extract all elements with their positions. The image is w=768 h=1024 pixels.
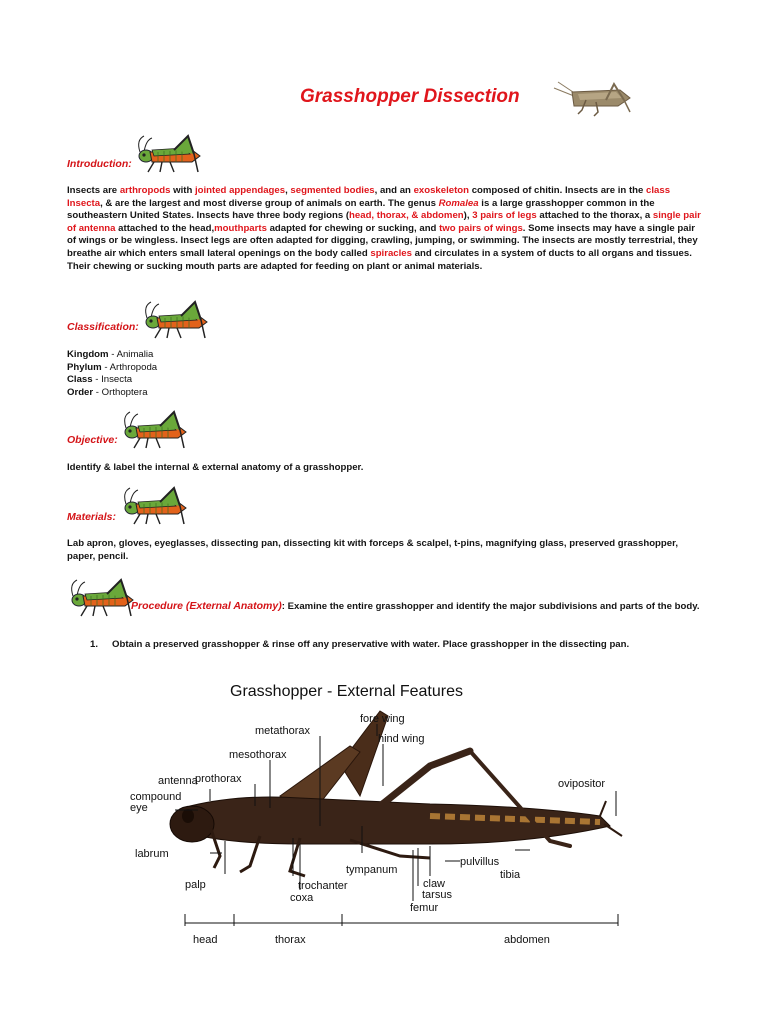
label-head: head	[193, 934, 218, 946]
procedure-text: : Examine the entire grasshopper and identify the major subdivisions and parts of the body.	[281, 601, 700, 612]
label-tibia: tibia	[500, 869, 521, 881]
intro-segment: Insects are	[67, 185, 120, 196]
intro-segment: single pair of antenna	[67, 210, 701, 234]
label-hind-wing: hind wing	[378, 733, 425, 745]
label-prothorax: prothorax	[195, 773, 242, 785]
intro-segment: adapted for chewing or sucking, and	[266, 222, 440, 234]
label-fore-wing: fore wing	[360, 713, 405, 725]
intro-segment: 3 pairs of legs	[472, 210, 537, 222]
grasshopper-icon	[141, 300, 209, 340]
page-title: Grasshopper Dissection	[300, 86, 520, 107]
grasshopper-icon	[134, 134, 202, 174]
label-ovipositor: ovipositor	[558, 778, 606, 790]
label-antenna: antenna	[158, 775, 198, 787]
intro-segment: mouthparts	[214, 222, 267, 234]
procedure-step-text: Obtain a preserved grasshopper & rinse off any preservative with water. Place grasshopper in the dissecting pan.	[112, 639, 630, 650]
external-features-diagram	[130, 676, 630, 956]
objective-text: Identify & label the internal & external anatomy of a grasshopper.	[67, 462, 364, 473]
label-compound-eye: compound	[130, 791, 182, 803]
intro-segment: two pairs of wings	[439, 222, 523, 234]
intro-segment: ,	[285, 185, 291, 196]
label-tarsus: tarsus	[422, 889, 452, 901]
classification-label: Classification:	[67, 321, 139, 333]
label-thorax: thorax	[275, 934, 306, 946]
intro-segment: composed of chitin. Insects are in the	[469, 185, 647, 196]
classification-list	[67, 349, 157, 399]
diagram-title: Grasshopper - External Features	[230, 683, 463, 700]
label-metathorax: metathorax	[255, 725, 311, 737]
label-labrum: labrum	[135, 848, 169, 860]
grasshopper-icon	[120, 410, 188, 450]
intro-segment: spiracles	[370, 247, 412, 259]
intro-segment: attached to the thorax, a	[536, 210, 653, 222]
intro-segment: and circulates in a system of ducts to all organs and tissues. Their chewing or sucking mouth parts are adapted for feeding on plant or animal materials.	[67, 247, 692, 272]
intro-segment: attached to the head,	[115, 222, 215, 234]
intro-segment: ),	[463, 210, 473, 222]
label-compound-eye-2: eye	[130, 802, 148, 814]
title-grasshopper-photo	[548, 76, 636, 118]
classification-row: Phylum - Arthropoda	[67, 361, 158, 373]
classification-row: Order - Orthoptera	[67, 386, 148, 398]
procedure-paragraph	[67, 600, 707, 614]
label-pulvillus: pulvillus	[460, 856, 500, 868]
introduction-paragraph	[67, 185, 701, 273]
introduction-label: Introduction:	[67, 158, 132, 170]
intro-segment: , & are the largest and most diverse group of animals on earth. The genus	[100, 197, 439, 209]
intro-segment: exoskeleton	[413, 185, 470, 196]
intro-segment: Romalea	[438, 197, 479, 209]
label-femur: femur	[410, 902, 439, 914]
intro-segment: , and an	[374, 185, 414, 196]
procedure-label: Procedure (External Anatomy)	[131, 600, 282, 612]
materials-label: Materials:	[67, 511, 117, 523]
label-claw: claw	[423, 878, 446, 890]
grasshopper-icon	[120, 486, 188, 526]
intro-segment: jointed appendages	[194, 185, 286, 196]
procedure-step-number: 1.	[90, 639, 99, 650]
label-mesothorax: mesothorax	[229, 749, 287, 761]
intro-segment: arthropods	[119, 185, 171, 196]
intro-segment: head, thorax, & abdomen	[349, 210, 464, 222]
intro-segment: segmented bodies	[290, 185, 375, 196]
intro-segment: is a large grasshopper common in the southeastern United States. Insects have three body regions (	[67, 197, 655, 222]
label-coxa: coxa	[290, 892, 314, 904]
label-abdomen: abdomen	[504, 934, 550, 946]
objective-label: Objective:	[67, 434, 118, 446]
intro-segment: . Some insects may have a single pair of wings or be wingless. Insect legs are often adapted for digging, crawling, jumping, or swimming. The insects are mostly terrestrial, they breathe air which enters small lateral openings on the body called	[67, 222, 698, 259]
label-tympanum: tympanum	[346, 864, 398, 876]
intro-segment: class Insecta	[67, 185, 671, 209]
label-trochanter: trochanter	[298, 880, 348, 892]
materials-text: Lab apron, gloves, eyeglasses, dissecting pan, dissecting kit with forceps & scalpel, t-pins, magnifying glass, preserved grasshopper, paper, pencil.	[67, 538, 678, 562]
label-palp: palp	[185, 879, 206, 891]
body-region-bracket	[185, 914, 618, 926]
classification-row: Kingdom - Animalia	[67, 349, 154, 360]
intro-segment: with	[170, 185, 195, 196]
classification-row: Class - Insecta	[67, 374, 133, 386]
